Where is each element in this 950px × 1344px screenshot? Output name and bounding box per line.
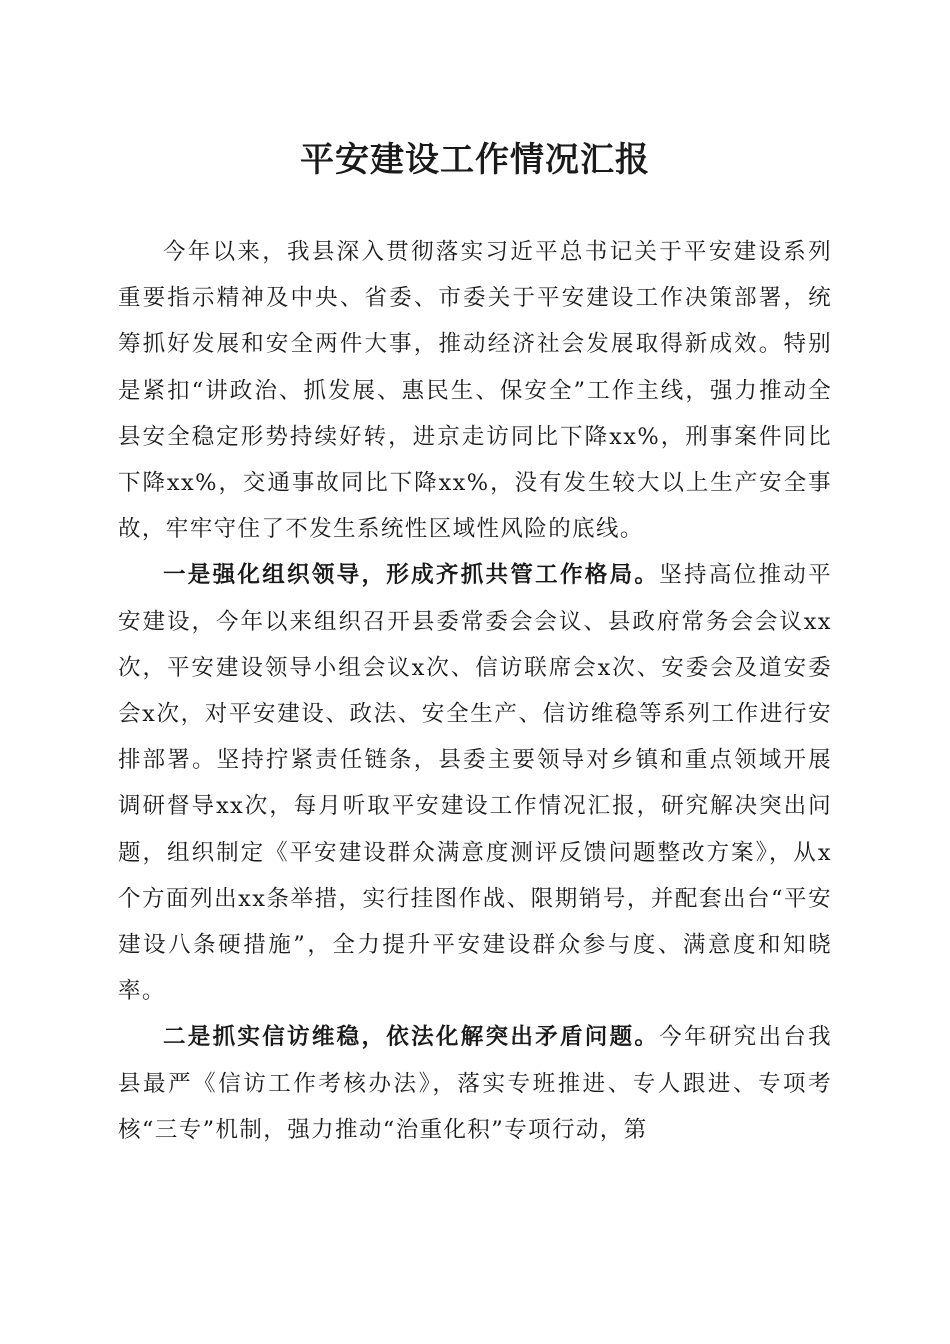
document-body xyxy=(118,229,832,1153)
section-1-heading: 一是强化组织领导，形成齐抓共管工作格局。 xyxy=(163,562,660,589)
document-title: 平安建设工作情况汇报 xyxy=(300,140,650,180)
section-paragraph-2 xyxy=(118,1014,832,1153)
section-1-text: 坚持高位推动平安建设，今年以来组织召开县委常委会会议、县政府常务会会议xx次，平安建设领导小组会议x次、信访联席会x次、安委会及道安委会x次，对平安建设、政法、安全生产、信访维稳等系列工作进行安排部署。坚持拧紧责任链条，县委主要领导对乡镇和重点领域开展调研督导xx次，每月听取平安建设工作情况汇报，研究解决突出问题，组织制定《平安建设群众满意度测评反馈问题整改方案》，从x个方面列出xx条举措，实行挂图作战、限期销号，并配套出台“平安建设八条硬措施”，全力提升平安建设群众参与度、满意度和知晓率。 xyxy=(118,562,832,1005)
section-2-heading: 二是抓实信访维稳，依法化解突出矛盾问题。 xyxy=(163,1024,660,1051)
intro-paragraph: 今年以来，我县深入贯彻落实习近平总书记关于平安建设系列重要指示精神及中央、省委、市委关于平安建设工作决策部署，统筹抓好发展和安全两件大事，推动经济社会发展取得新成效。特别是紧扣“讲政治、抓发展、惠民生、保安全”工作主线，强力推动全县安全稳定形势持续好转，进京走访同比下降xx%，刑事案件同比下降xx%，交通事故同比下降xx%，没有发生较大以上生产安全事故，牢牢守住了不发生系统性区域性风险的底线。 xyxy=(118,239,832,543)
section-paragraph-1 xyxy=(118,552,832,1014)
section-2-text: 今年研究出台我县最严《信访工作考核办法》，落实专班推进、专人跟进、专项考核“三专”机制，强力推动“治重化积”专项行动，第 xyxy=(118,1024,832,1143)
